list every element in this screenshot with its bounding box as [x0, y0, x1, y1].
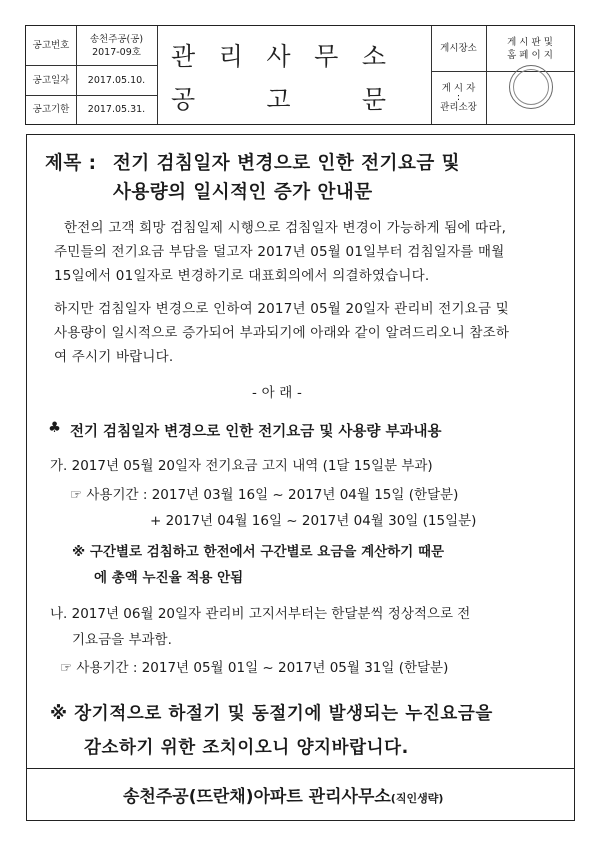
notice-date-value: 2017.05.10.: [87, 74, 146, 86]
notice-no-value: [76, 26, 157, 65]
paragraph-1-line: 한전의 고객 희망 검침일제 시행으로 검침일자 변경이 가능하게 됨에 따라,: [64, 220, 507, 236]
item-na-cont: 기요금을 부과함.: [72, 632, 172, 648]
post-place-label: 게시장소: [440, 43, 477, 54]
title-char: 리: [218, 42, 243, 71]
header-title-row2: [157, 80, 400, 116]
paragraph-2-line: 사용량이 일시적으로 증가되어 부과되기에 아래와 같이 알려드리오니 참조하: [54, 325, 510, 341]
poster-label-line2: 관리소장: [440, 101, 477, 113]
notice-period-value: 2017.05.31.: [87, 104, 146, 115]
closing-note-line: 감소하기 위한 조치이오니 양지바랍니다.: [84, 738, 409, 758]
notice-no-label: 공고번호: [32, 40, 70, 51]
poster-label-line1: 게 시 자: [441, 82, 476, 94]
notice-period-label: 공고기한: [32, 104, 70, 115]
item-ga-period-1: ☞ 사용기간 : 2017년 03월 16일 ~ 2017년 04월 15일 (한달분): [70, 487, 459, 503]
footer-office-name: 송천주공(뜨란채)아파트 관리사무소: [123, 787, 391, 807]
subject-line2: 사용량의 일시적인 증가 안내문: [113, 182, 373, 203]
section-title: 전기 검침일자 변경으로 인한 전기요금 및 사용량 부과내용: [70, 424, 442, 440]
item-ga-period-2: + 2017년 04월 16일 ~ 2017년 04월 30일 (15일분): [150, 513, 477, 529]
title-char: 관: [171, 42, 196, 71]
title-char: 고: [266, 85, 291, 114]
footer-divider: [26, 768, 575, 769]
title-char: 문: [361, 85, 386, 114]
subject-label: 제목 :: [45, 153, 97, 174]
below-heading: - 아 래 -: [252, 385, 303, 401]
post-place-value-line2: 홈 페 이 지: [507, 49, 553, 61]
paragraph-2-line: 하지만 검침일자 변경으로 인하여 2017년 05월 20일자 관리비 전기요금 및: [54, 301, 509, 317]
title-char: 사: [266, 42, 291, 71]
title-char: 무: [314, 42, 339, 71]
note-line: ※ 구간별로 검침하고 한전에서 구간별로 요금을 계산하기 때문: [72, 544, 445, 560]
item-ga: 가. 2017년 05월 20일자 전기요금 고지 내역 (1달 15일분 부과): [50, 458, 433, 474]
item-na-period: ☞ 사용기간 : 2017년 05월 01일 ~ 2017년 05월 31일 (한달분): [60, 660, 449, 676]
note-line: 에 총액 누진율 적용 안됨: [94, 570, 244, 586]
notice-date-label: 공고일자: [32, 74, 70, 86]
post-place-value-line1: 게 시 판 및: [507, 36, 553, 48]
notice-no-value-line1: 송천주공(공): [89, 33, 144, 45]
poster-label: [431, 71, 486, 124]
title-char: 공: [171, 85, 196, 114]
footer-office: [123, 782, 443, 807]
item-na: 나. 2017년 06월 20일자 관리비 고지서부터는 한달분씩 정상적으로 전: [50, 606, 471, 622]
club-bullet-icon: ♣: [48, 420, 61, 436]
paragraph-2-line: 여 주시기 바랍니다.: [54, 349, 174, 365]
closing-note-line: ※ 장기적으로 하절기 및 동절기에 발생되는 누진요금을: [50, 704, 493, 724]
title-char: 소: [361, 42, 386, 71]
official-seal-inner-ring: [513, 69, 549, 105]
subject-line1: 전기 검침일자 변경으로 인한 전기요금 및: [113, 153, 461, 174]
official-seal-icon: [509, 65, 553, 109]
footer-seal-note: (직인생략): [390, 792, 444, 805]
paragraph-1-line: 15일에서 01일자로 변경하기로 대표회의에서 의결하였습니다.: [54, 268, 430, 284]
colon-mark: :: [456, 91, 461, 103]
notice-no-value-line2: 2017-09호: [92, 46, 141, 58]
header-title-row1: [157, 37, 400, 73]
paragraph-1-line: 주민들의 전기요금 부담을 덜고자 2017년 05월 01일부터 검침일자를 매월: [54, 244, 505, 260]
